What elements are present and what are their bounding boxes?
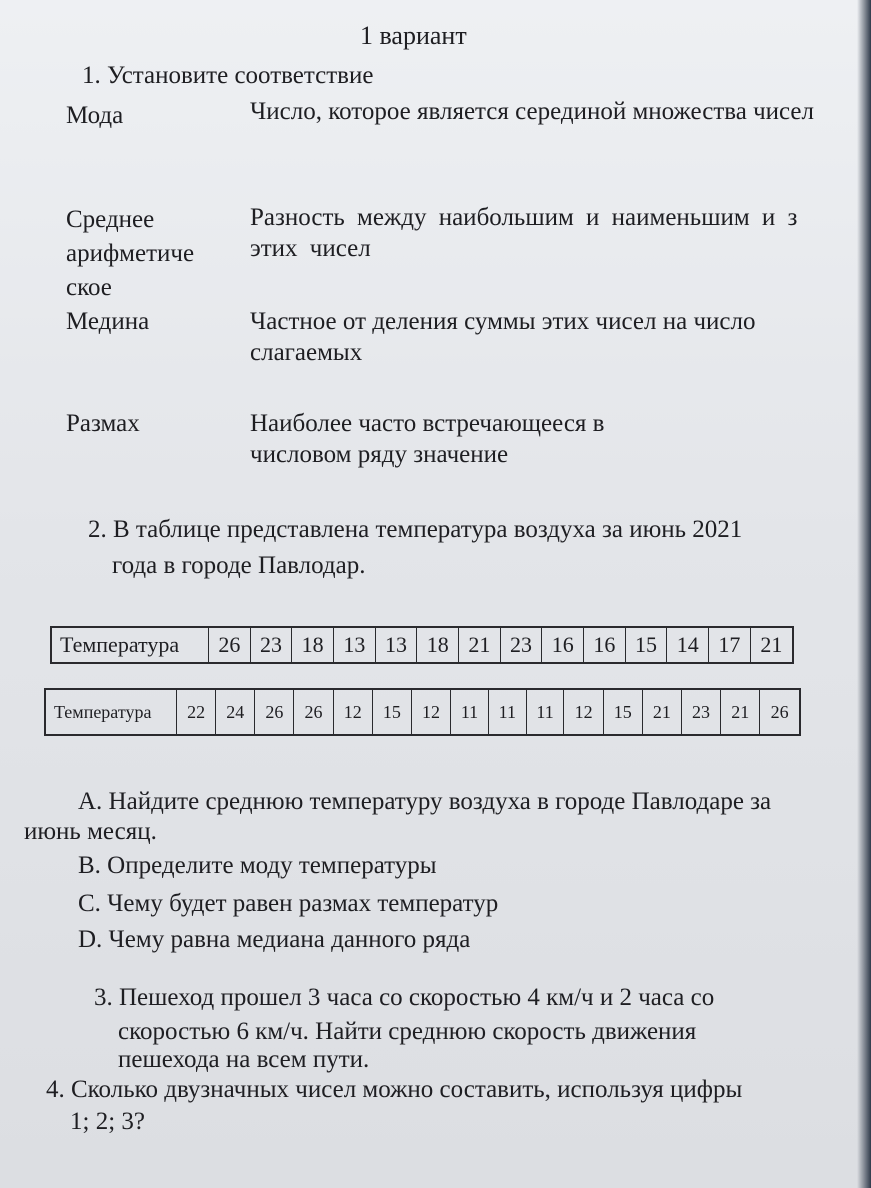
- term-range: Размах: [66, 410, 140, 437]
- term-mean-3: ское: [66, 274, 112, 301]
- q2-line-2: года в городе Павлодар.: [112, 552, 366, 579]
- task-a-line-2: июнь месяц.: [24, 818, 157, 845]
- temperature-cell: 15: [603, 689, 642, 735]
- temperature-cell: 16: [542, 627, 584, 663]
- temperature-table-2: [44, 688, 801, 736]
- table-row: [51, 627, 793, 663]
- temperature-cell: 18: [417, 627, 459, 663]
- def-median: Число, которое является серединой множества чисел: [250, 98, 814, 125]
- variant-title: 1 вариант: [360, 21, 467, 50]
- temperature-cell: 21: [721, 689, 760, 735]
- task-c: C. Чему будет равен размах температур: [78, 890, 499, 917]
- def-mode: Наиболее часто встречающееся в числовом ряду значение: [250, 410, 605, 469]
- temperature-cell: 12: [411, 689, 450, 735]
- term-mean-1: Среднее: [66, 206, 155, 233]
- temperature-cell: 26: [209, 627, 251, 663]
- term-mean-2: арифметиче: [66, 240, 195, 267]
- task-d: D. Чему равна медиана данного ряда: [78, 926, 471, 953]
- temperature-cell: 12: [333, 689, 372, 735]
- q4-line-1: 4. Сколько двузначных чисел можно составить, используя цифры: [46, 1076, 743, 1103]
- term-mode: Мода: [66, 102, 124, 129]
- temperature-cell: 23: [500, 627, 542, 663]
- temperature-cell: 11: [488, 689, 526, 735]
- term-median: Медина: [66, 308, 150, 335]
- q1-heading: 1. Установите соответствие: [82, 62, 374, 89]
- temperature-cell: 21: [459, 627, 501, 663]
- q2-line-1: 2. В таблице представлена температура воздуха за июнь 2021: [88, 516, 743, 543]
- temperature-cell: 24: [216, 689, 255, 735]
- temperature-cell: 26: [255, 689, 294, 735]
- q3-line-3: пешехода на всем пути.: [118, 1046, 370, 1073]
- table-header-cell: Температура: [51, 627, 209, 663]
- temperature-cell: 21: [642, 689, 681, 735]
- task-a-line-1: A. Найдите среднюю температуру воздуха в городе Павлодаре за: [78, 788, 772, 815]
- temperature-cell: 26: [760, 689, 800, 735]
- temperature-cell: 23: [250, 627, 292, 663]
- temperature-cell: 16: [584, 627, 626, 663]
- temperature-cell: 23: [681, 689, 720, 735]
- temperature-cell: 21: [750, 627, 793, 663]
- temperature-cell: 18: [292, 627, 334, 663]
- temperature-cell: 13: [375, 627, 417, 663]
- temperature-cell: 11: [451, 689, 489, 735]
- temperature-cell: 22: [177, 689, 216, 735]
- table-header-cell: Температура: [45, 689, 177, 735]
- photo-edge: [857, 0, 871, 1188]
- q4-line-2: 1; 2; 3?: [70, 1108, 145, 1135]
- temperature-cell: 15: [625, 627, 667, 663]
- q3-line-2: скоростью 6 км/ч. Найти среднюю скорость движения: [118, 1018, 697, 1045]
- q3-line-1: 3. Пешеход прошел 3 часа со скоростью 4 км/ч и 2 часа со: [94, 984, 715, 1011]
- temperature-cell: 26: [294, 689, 333, 735]
- temperature-cell: 17: [709, 627, 751, 663]
- table-row: [45, 689, 800, 735]
- def-range: Разность между наибольшим и наименьшим и з этих чисел: [250, 204, 798, 263]
- temperature-cell: 11: [526, 689, 564, 735]
- temperature-cell: 12: [564, 689, 603, 735]
- temperature-table-1: [50, 626, 794, 664]
- def-mean: Частное от деления суммы этих чисел на число слагаемых: [250, 308, 756, 367]
- temperature-cell: 14: [667, 627, 709, 663]
- task-b: B. Определите моду температуры: [78, 852, 437, 879]
- temperature-cell: 15: [372, 689, 411, 735]
- temperature-cell: 13: [334, 627, 376, 663]
